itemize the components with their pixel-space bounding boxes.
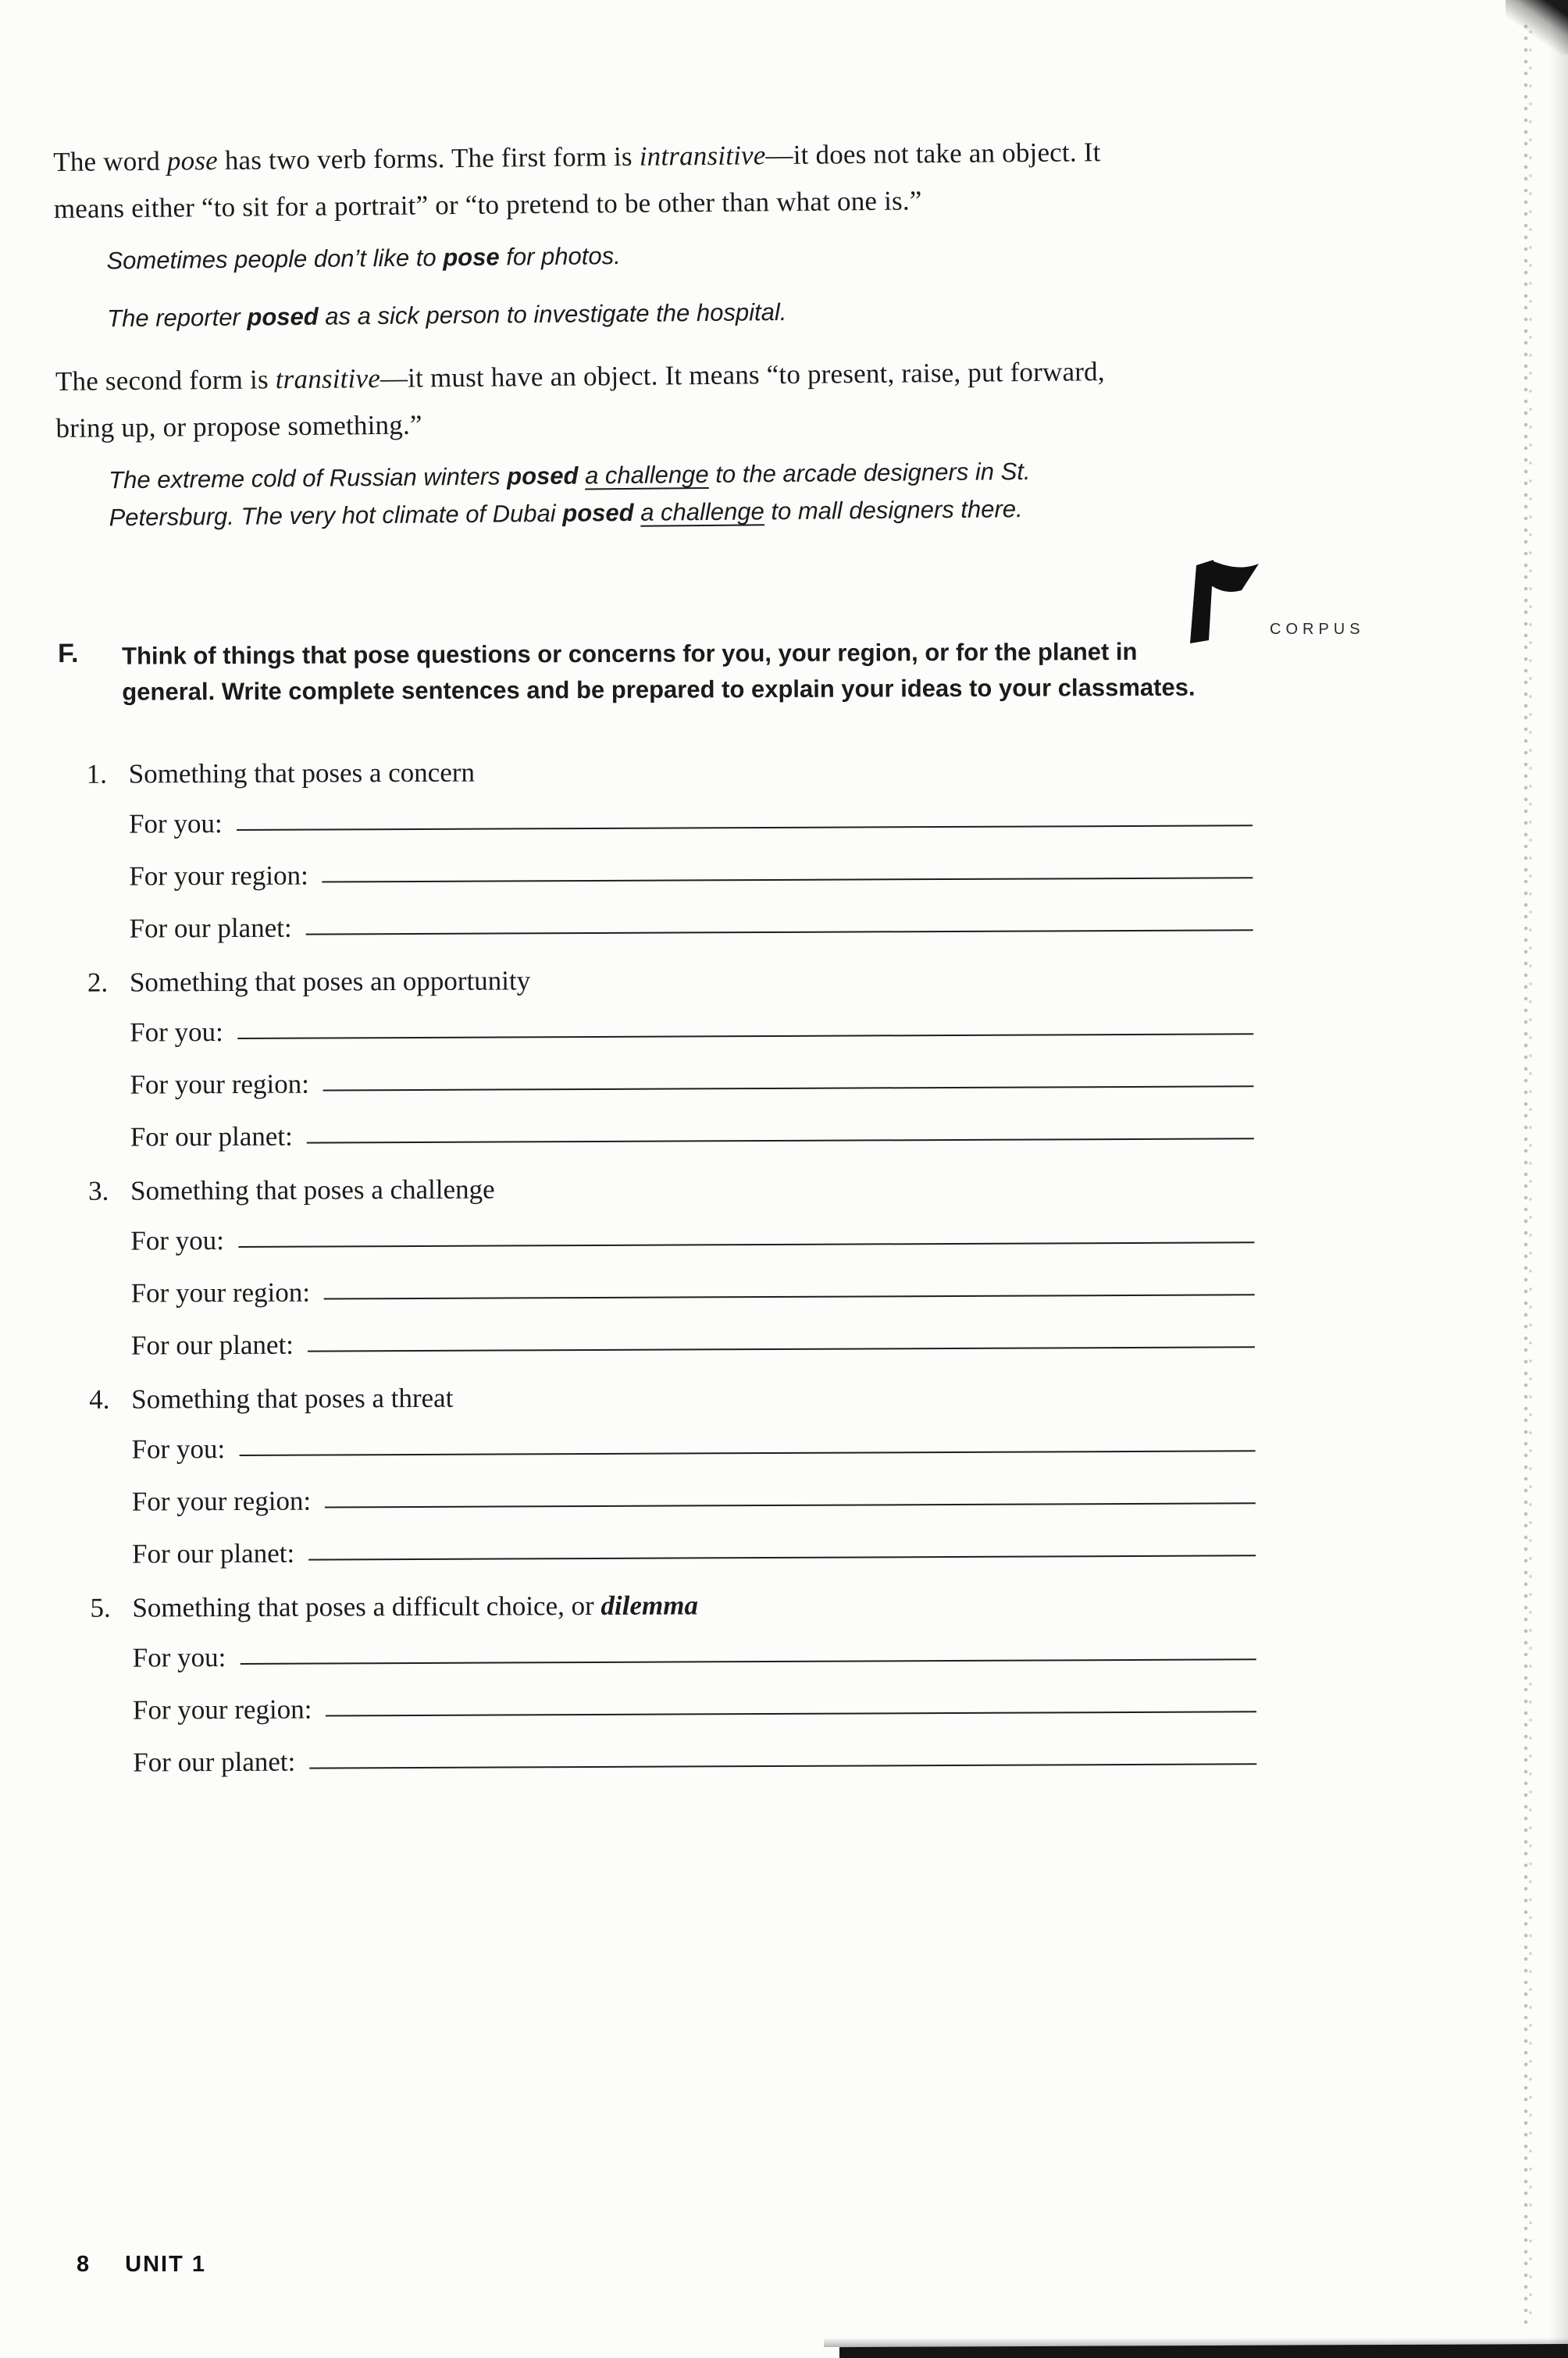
row-label: For you:	[130, 1224, 225, 1256]
row-label: For you:	[131, 1433, 226, 1465]
scan-artifact-bottom-edge	[839, 2344, 1568, 2358]
row-label: For you:	[128, 807, 223, 839]
intro-section	[53, 127, 1256, 537]
exercise-items	[54, 736, 1257, 1781]
blank-line	[237, 1033, 1253, 1039]
item-title	[90, 1570, 1256, 1624]
text-run-italic: transitive	[275, 363, 381, 395]
blank-line	[309, 1763, 1256, 1768]
blank-line	[325, 1502, 1256, 1508]
item-number: 5.	[90, 1592, 111, 1623]
form-row-for-our-planet	[132, 1515, 1256, 1572]
page-footer	[77, 2252, 206, 2278]
blank-line	[239, 1450, 1255, 1456]
row-label: For you:	[132, 1641, 226, 1673]
row-label: For our planet:	[132, 1537, 295, 1569]
row-label: For your region:	[131, 1485, 312, 1517]
item-title	[87, 736, 1253, 790]
scan-artifact-right-edge-shade	[1549, 0, 1568, 2358]
intro-paragraph-2	[55, 347, 1165, 451]
row-label: For your region:	[130, 1277, 311, 1309]
text-run: for photos.	[499, 242, 621, 271]
item-title-run: Something that poses an opportunity	[129, 965, 531, 998]
text-run: The reporter	[107, 303, 248, 333]
item-title-text	[131, 1383, 453, 1416]
text-run-underlined: a challenge	[640, 497, 764, 526]
form-row-for-you	[133, 1619, 1256, 1676]
exercise-item-1	[54, 736, 1253, 947]
example-sentence-2	[107, 290, 1122, 338]
item-title-text	[129, 757, 475, 790]
item-title-term: dilemma	[600, 1590, 698, 1621]
blank-line	[326, 1711, 1256, 1716]
blank-line	[240, 1658, 1256, 1665]
row-label: For our planet:	[129, 912, 292, 944]
form-row-for-you	[129, 785, 1253, 842]
row-label: For your region:	[129, 860, 308, 892]
item-title-text	[130, 965, 530, 998]
text-run-bold: posed	[507, 461, 579, 490]
corpus-label: CORPUS	[1270, 621, 1365, 638]
item-title-text	[132, 1590, 698, 1623]
row-label: For our planet:	[130, 1120, 293, 1152]
item-title	[87, 945, 1253, 999]
form-row-for-you	[131, 1410, 1255, 1467]
exercise-item-3	[55, 1153, 1255, 1364]
item-number: 3.	[88, 1175, 109, 1206]
form-row-for-our-planet	[130, 1098, 1254, 1155]
text-run-bold: pose	[443, 243, 500, 272]
item-title-run: Something that poses a threat	[131, 1382, 454, 1415]
text-run: —it must have an object. It means “to present, raise, put forward, bring up, or propose something.”	[55, 356, 1105, 443]
blank-line	[238, 1241, 1254, 1248]
exercise-item-5	[57, 1570, 1256, 1781]
row-label: For your region:	[132, 1694, 312, 1726]
text-run-bold: posed	[562, 499, 634, 527]
text-run	[578, 462, 585, 490]
blank-line	[308, 1555, 1256, 1560]
item-title-run: Something that poses a difficult choice, or	[132, 1590, 601, 1623]
exercise-item-2	[55, 945, 1254, 1156]
text-run-italic: pose	[166, 144, 219, 176]
form-row-for-your-region	[129, 837, 1253, 894]
row-label: For your region:	[130, 1068, 309, 1100]
text-run-bold: posed	[247, 302, 319, 331]
row-label: For our planet:	[130, 1329, 294, 1361]
form-row-for-your-region	[133, 1671, 1256, 1728]
item-title-run: Something that poses a concern	[128, 757, 476, 789]
blank-line	[323, 877, 1253, 882]
item-title-run: Something that poses a challenge	[130, 1174, 495, 1206]
text-run: The word	[53, 145, 168, 177]
blank-line	[237, 825, 1253, 831]
exercise-header	[53, 633, 1252, 710]
text-run: The second form is	[55, 364, 276, 397]
blank-line	[323, 1085, 1254, 1091]
exercise-letter: F.	[57, 639, 79, 669]
form-row-for-your-region	[130, 1254, 1254, 1311]
form-row-for-our-planet	[131, 1306, 1255, 1363]
example-sentence-1	[106, 233, 1121, 280]
text-run: —it does not take an object. It means either “to sit for a portrait” or “to pretend to be other than what one is.”	[53, 137, 1101, 224]
text-run: Sometimes people don’t like to	[106, 244, 444, 275]
item-title	[89, 1362, 1255, 1416]
blank-line	[308, 1346, 1255, 1352]
blank-line	[306, 929, 1253, 935]
page-content	[53, 139, 1252, 1781]
text-run: to the arcade designers in St. Petersburg. The very hot climate of Dubai	[109, 458, 1031, 532]
form-row-for-our-planet	[129, 889, 1253, 946]
item-number: 1.	[86, 758, 108, 789]
footer-page-number: 8	[77, 2252, 90, 2277]
corpus-logo	[1170, 559, 1365, 643]
exercise-instructions: Think of things that pose questions or concerns for you, your region, or for the planet in general. Write complete sentences and be prepared to explain your ideas to your classmates.	[122, 638, 1196, 706]
form-row-for-our-planet	[133, 1723, 1256, 1780]
corpus-flag-icon	[1170, 559, 1260, 643]
text-run	[633, 499, 640, 526]
blank-line	[307, 1138, 1254, 1143]
exercise-f-section	[53, 633, 1256, 1780]
exercise-item-4	[56, 1362, 1256, 1573]
row-label: For you:	[130, 1016, 223, 1048]
form-row-for-your-region	[132, 1462, 1256, 1519]
blank-line	[324, 1294, 1255, 1299]
row-label: For our planet:	[133, 1746, 296, 1778]
form-row-for-you	[130, 993, 1253, 1050]
item-number: 4.	[89, 1384, 110, 1415]
form-row-for-you	[130, 1202, 1254, 1259]
text-run: as a sick person to investigate the hospital.	[318, 298, 787, 330]
example-sentence-3	[109, 452, 1109, 536]
intro-paragraph-1	[53, 128, 1163, 232]
item-title	[88, 1153, 1254, 1207]
form-row-for-your-region	[130, 1045, 1253, 1102]
scan-artifact-perforation-dots	[1523, 23, 1534, 2327]
text-run-underlined: a challenge	[584, 461, 709, 490]
text-run-italic: intransitive	[639, 140, 766, 172]
item-title-text	[130, 1174, 495, 1206]
footer-unit-label: UNIT 1	[125, 2252, 206, 2277]
text-run: The extreme cold of Russian winters	[109, 462, 508, 494]
item-number: 2.	[87, 967, 109, 998]
text-run: has two verb forms. The first form is	[217, 141, 640, 176]
text-run: to mall designers there.	[764, 495, 1023, 525]
